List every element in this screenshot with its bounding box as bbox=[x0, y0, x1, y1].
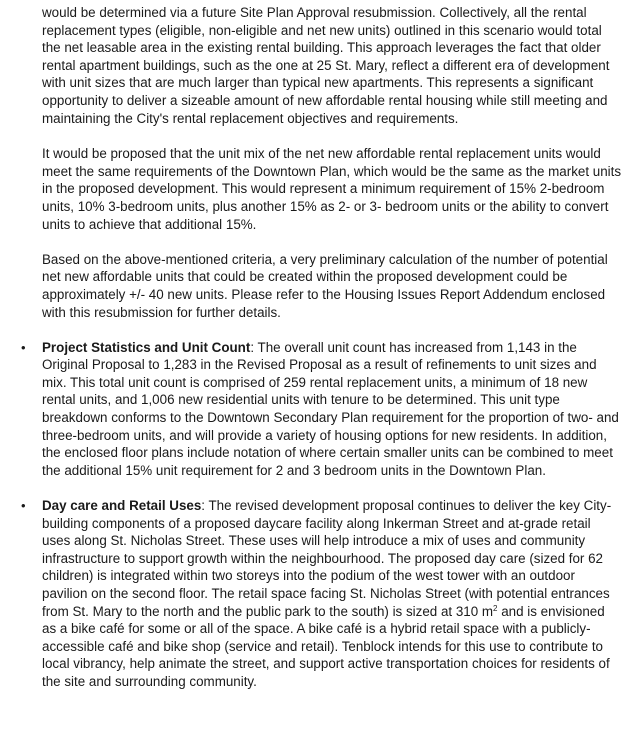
bullet-body: : The overall unit count has increased from 1,143 in the Original Proposal to 1,283 in the Revised Proposal as a result of refinements to unit sizes and mix. This total unit count is comprised of 259 rental replacement units, a minimum of 18 new rental units, and 1,006 new residential units with tenure to be determined. This unit type breakdown conforms to the Downtown Secondary Plan requirement for the proportion of two- and three-bedroom units, and will provide a variety of housing options for new residents. In addition, the enclosed floor plans include notation of where certain smaller units can be combined to meet the additional 15% unit requirement for 2 and 3 bedroom units in the Downtown Plan. bbox=[42, 339, 619, 478]
bullet-day-care-retail bbox=[21, 497, 622, 691]
bullet-title: Day care and Retail Uses bbox=[42, 498, 202, 514]
bullet-marker: • bbox=[21, 339, 26, 355]
superscript-squared: 2 bbox=[493, 603, 498, 613]
bullet-marker: • bbox=[21, 498, 26, 514]
paragraph-preliminary-calculation: Based on the above-mentioned criteria, a very preliminary calculation of the number of potential net new affordable units that could be created within the proposed development could be approximately +/- 40 new units. Please refer to the Housing Issues Report Addendum enclosed with this resubmission for further details. bbox=[42, 251, 608, 320]
bullet-body-part1: : The revised development proposal continues to deliver the key City-building components of a proposed daycare facility along Inkerman Street and at-grade retail uses along St. Nicholas Street. These uses will help introduce a mix of uses and community infrastructure to support growth within the neighbourhood. The proposed day care (sized for 62 children) is integrated within two storeys into the podium of the west tower with an outdoor pavilion on the second floor. The retail space facing St. Nicholas Street (with potential entrances from St. Mary to the north and the public park to the south) is sized at 310 m bbox=[42, 498, 612, 619]
paragraph-unit-mix: It would be proposed that the unit mix of the net new affordable rental replacement units would meet the same requirements of the Downtown Plan, which would be the same as the market units in the proposed development. This would represent a minimum requirement of 15% 2-bedroom units, 10% 3-bedroom units, plus another 15% as 2- or 3- bedroom units or the ability to convert units to achieve that additional 15%. bbox=[42, 146, 622, 232]
bullet-text bbox=[42, 497, 622, 691]
bullet-text bbox=[42, 339, 622, 480]
bullet-title: Project Statistics and Unit Count bbox=[42, 339, 251, 355]
document-page bbox=[21, 4, 622, 708]
paragraph-rental-replacement: would be determined via a future Site Plan Approval resubmission. Collectively, all the rental replacement types (eligible, non-eligible and net new units) outlined in this scenario would total the net leasable area in the existing rental building. This approach leverages the fact that older rental apartment buildings, such as the one at 25 St. Mary, reflect a different era of development with unit sizes that are much larger than typical new apartments. This represents a significant opportunity to deliver a sizeable amount of new affordable rental housing while still meeting and maintaining the City's rental replacement objectives and requirements. bbox=[42, 5, 610, 126]
bullet-body-part2: and is envisioned as a bike café for some or all of the space. A bike café is a hybrid retail space with a publicly-accessible café and bike shop (service and retail). Tenblock intends for this use to contribute to local vibrancy, help animate the street, and support active transportation choices for residents of the site and surrounding community. bbox=[42, 603, 610, 689]
bullet-project-statistics bbox=[21, 339, 622, 480]
